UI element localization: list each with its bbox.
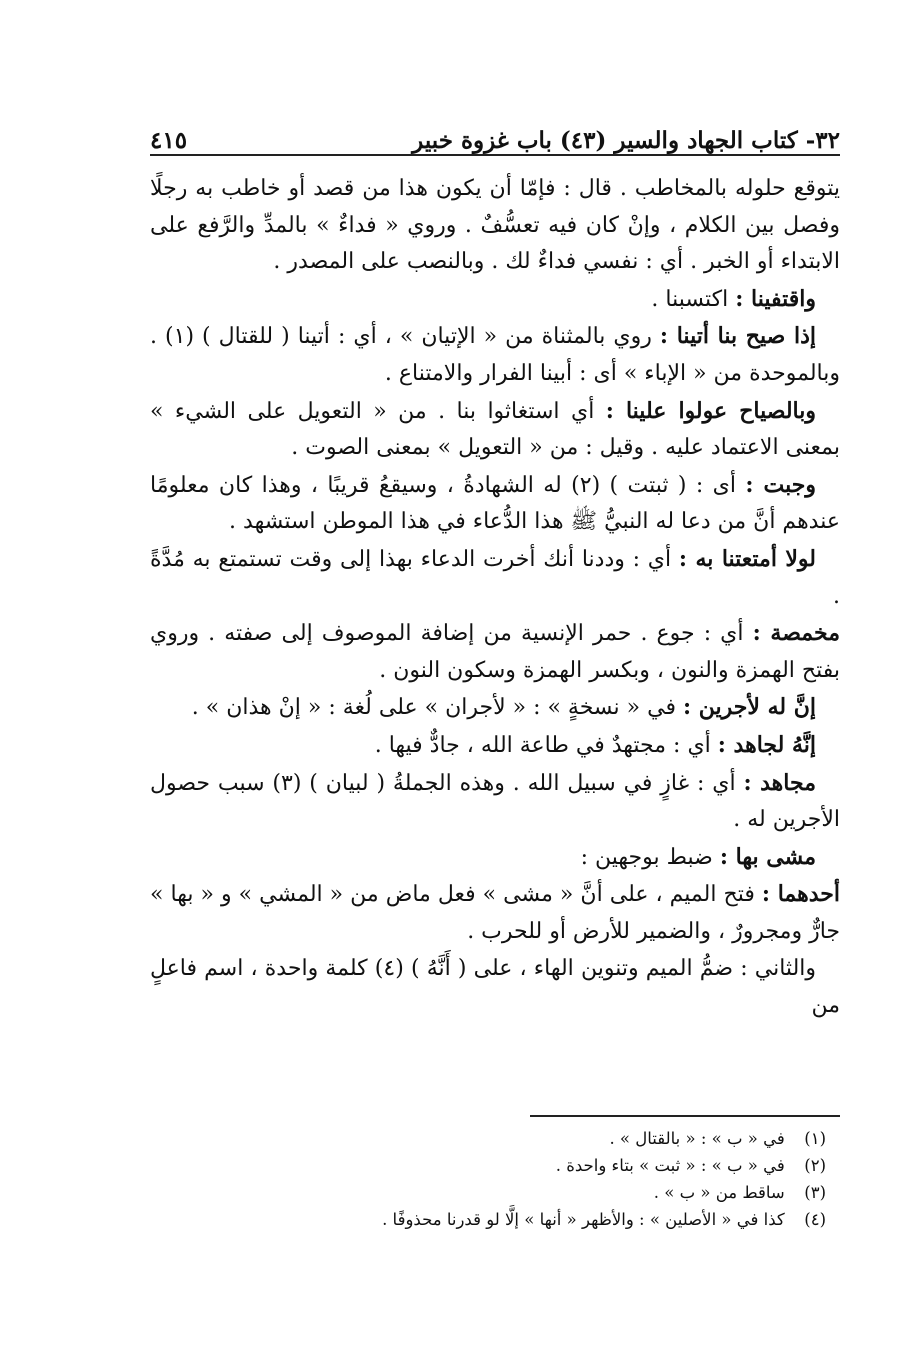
paragraph: [150, 689, 840, 727]
entry-text: أي : مجتهدٌ في طاعة الله ، جادٌّ فيها .: [374, 732, 718, 758]
entry-text: فتح الميم ، على أنَّ « مشى » فعل ماض من « المشي » و « بها » جارٌّ ومجرورٌ ، والضمير للأرض أو للحرب .: [150, 882, 840, 944]
book-page: [150, 110, 841, 1229]
running-header: [150, 110, 840, 156]
footnote-text: كذا في « الأصلين » : والأظهر « أنها » إلَّا لو قدرنا محذوفًا .: [382, 1210, 785, 1229]
entry-head: واقتفينا :: [735, 285, 816, 312]
main-text: [150, 170, 840, 1025]
entry-head: أحدهما :: [761, 881, 840, 908]
footnotes: [150, 1115, 840, 1233]
footnote: [150, 1206, 840, 1233]
paragraph: [150, 727, 840, 765]
footnote-number: (٢): [804, 1156, 826, 1175]
paragraph: [150, 839, 840, 877]
entry-text: ضبط بوجهين :: [580, 844, 720, 870]
paragraph: [150, 281, 840, 319]
entry-head: مخمصة :: [752, 620, 841, 647]
entry-text: في « نسخةٍ » : « لأجران » على لُغة : « إنْ هذان » .: [191, 695, 683, 721]
footnote-text: في « ب » : « ثبت » بتاء واحدة .: [555, 1156, 785, 1175]
paragraph: [150, 170, 840, 281]
paragraph: [150, 318, 840, 392]
footnote-number: (٣): [804, 1183, 826, 1202]
entry-head: مشى بها :: [719, 843, 816, 870]
entry-text: أي : غازٍ في سبيل الله . وهذه الجملةُ ( لبيان ) (٣) سبب حصول الأجرين له .: [150, 770, 840, 833]
footnote-number: (٤): [804, 1210, 826, 1229]
entry-text: أي استغاثوا بنا . من « التعويل على الشيء » بمعنى الاعتماد عليه . وقيل : من « التعويل » بمعنى الصوت .: [150, 398, 840, 461]
entry-head: لولا أمتعتنا به :: [678, 545, 817, 572]
paragraph: [150, 393, 840, 467]
footnote-number: (١): [804, 1129, 826, 1148]
page-number: ٤١٥: [150, 127, 188, 154]
footnote-text: ساقط من « ب » .: [653, 1183, 785, 1202]
footnote: [150, 1179, 840, 1206]
paragraph: [150, 765, 840, 839]
footnote-divider: [530, 1115, 840, 1117]
paragraph: [150, 541, 840, 615]
entry-head: إنَّهُ لجاهد :: [717, 731, 816, 758]
entry-head: وجبت :: [745, 471, 816, 498]
paragraph: [150, 467, 840, 541]
paragraph: [150, 950, 840, 1024]
paragraph: [150, 876, 840, 950]
entry-head: وبالصياح عولوا علينا :: [605, 397, 816, 424]
entry-head: إذا صيح بنا أتينا :: [659, 323, 817, 350]
footnote: [150, 1125, 840, 1152]
footnote: [150, 1152, 840, 1179]
entry-text: أي : جوع . حمر الإنسية من إضافة الموصوف إلى صفته . وروي بفتح الهمزة والنون ، وبكسر الهمزة وسكون النون .: [150, 621, 840, 683]
entry-text: أي : وددنا أنك أخرت الدعاء بهذا إلى وقت تستمتع به مُدَّةً .: [150, 546, 840, 609]
entry-text: أى : ( ثبتت ) (٢) له الشهادةُ ، وسيقعُ قريبًا ، وهذا كان معلومًا عندهم أنَّ من دعا له النبيُّ ﷺ هذا الدُّعاء في هذا الموطن استشهد .: [150, 472, 840, 535]
footnote-text: في « ب » : « بالقتال » .: [609, 1129, 785, 1148]
entry-text: يتوقع حلوله بالمخاطب . قال : فإمّا أن يكون هذا من قصد أو خاطب به رجلًا وفصل بين الكلام ، وإنْ كان فيه تعسُّفٌ . وروي « فداءٌ » بالمدِّ والرَّفع على الابتداء أو الخبر . أي : نفسي فداءٌ لك . وبالنصب على المصدر .: [150, 176, 840, 275]
entry-head: إنَّ له لأجرين :: [682, 694, 816, 721]
entry-text: روي بالمثناة من « الإتيان » ، أي : أتينا ( للقتال ) (١) . وبالموحدة من « الإباء » أى : أبينا الفرار والامتناع .: [150, 324, 840, 386]
entry-text: اكتسبنا .: [651, 286, 736, 312]
entry-head: مجاهد :: [743, 769, 816, 796]
entry-text: والثاني : ضمُّ الميم وتنوين الهاء ، على ( أَنَّهُ ) (٤) كلمة واحدة ، اسم فاعلٍ من: [150, 956, 840, 1019]
paragraph: [150, 615, 840, 689]
chapter-title: ٣٢- كتاب الجهاد والسير (٤٣) باب غزوة خبير: [412, 127, 840, 154]
